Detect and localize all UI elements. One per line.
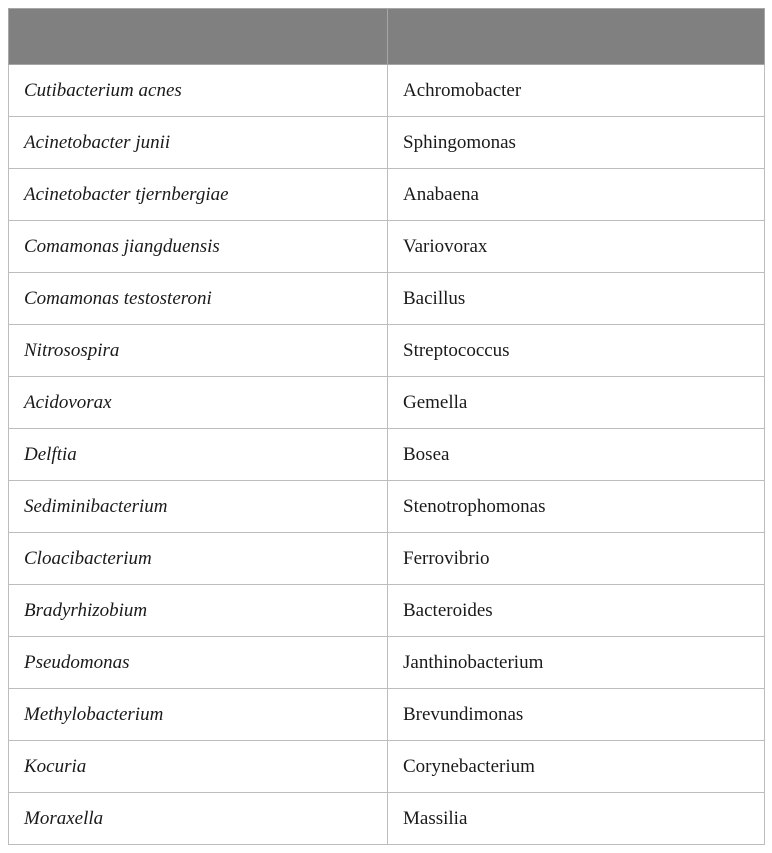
species-cell: Kocuria: [9, 741, 388, 793]
species-cell: Comamonas testosteroni: [9, 273, 388, 325]
species-cell: Cloacibacterium: [9, 533, 388, 585]
genus-cell: Bacillus: [388, 273, 765, 325]
genus-cell: Achromobacter: [388, 65, 765, 117]
table-header: [9, 9, 765, 65]
genus-cell: Bosea: [388, 429, 765, 481]
table-row: [9, 273, 765, 325]
table-row: [9, 117, 765, 169]
species-cell: Bradyrhizobium: [9, 585, 388, 637]
genus-cell: Corynebacterium: [388, 741, 765, 793]
species-cell: Nitrosospira: [9, 325, 388, 377]
species-cell: Moraxella: [9, 793, 388, 845]
table-row: [9, 169, 765, 221]
genus-cell: Variovorax: [388, 221, 765, 273]
header-cell-1: [9, 9, 388, 65]
header-cell-2: [388, 9, 765, 65]
species-cell: Pseudomonas: [9, 637, 388, 689]
genus-cell: Ferrovibrio: [388, 533, 765, 585]
table-container: [8, 8, 764, 845]
table-row: [9, 377, 765, 429]
species-cell: Delftia: [9, 429, 388, 481]
table-row: [9, 325, 765, 377]
genus-cell: Sphingomonas: [388, 117, 765, 169]
genus-cell: Janthinobacterium: [388, 637, 765, 689]
genus-cell: Streptococcus: [388, 325, 765, 377]
table-row: [9, 65, 765, 117]
species-cell: Acinetobacter junii: [9, 117, 388, 169]
table-row: [9, 585, 765, 637]
species-cell: Sediminibacterium: [9, 481, 388, 533]
genus-cell: Anabaena: [388, 169, 765, 221]
table-row: [9, 637, 765, 689]
bacteria-table: [8, 8, 765, 845]
table-body: [9, 65, 765, 845]
table-row: [9, 689, 765, 741]
genus-cell: Gemella: [388, 377, 765, 429]
table-row: [9, 793, 765, 845]
species-cell: Acinetobacter tjernbergiae: [9, 169, 388, 221]
genus-cell: Massilia: [388, 793, 765, 845]
genus-cell: Stenotrophomonas: [388, 481, 765, 533]
table-row: [9, 741, 765, 793]
table-row: [9, 533, 765, 585]
species-cell: Cutibacterium acnes: [9, 65, 388, 117]
species-cell: Comamonas jiangduensis: [9, 221, 388, 273]
header-row: [9, 9, 765, 65]
genus-cell: Brevundimonas: [388, 689, 765, 741]
table-row: [9, 481, 765, 533]
species-cell: Acidovorax: [9, 377, 388, 429]
genus-cell: Bacteroides: [388, 585, 765, 637]
table-row: [9, 429, 765, 481]
species-cell: Methylobacterium: [9, 689, 388, 741]
table-row: [9, 221, 765, 273]
